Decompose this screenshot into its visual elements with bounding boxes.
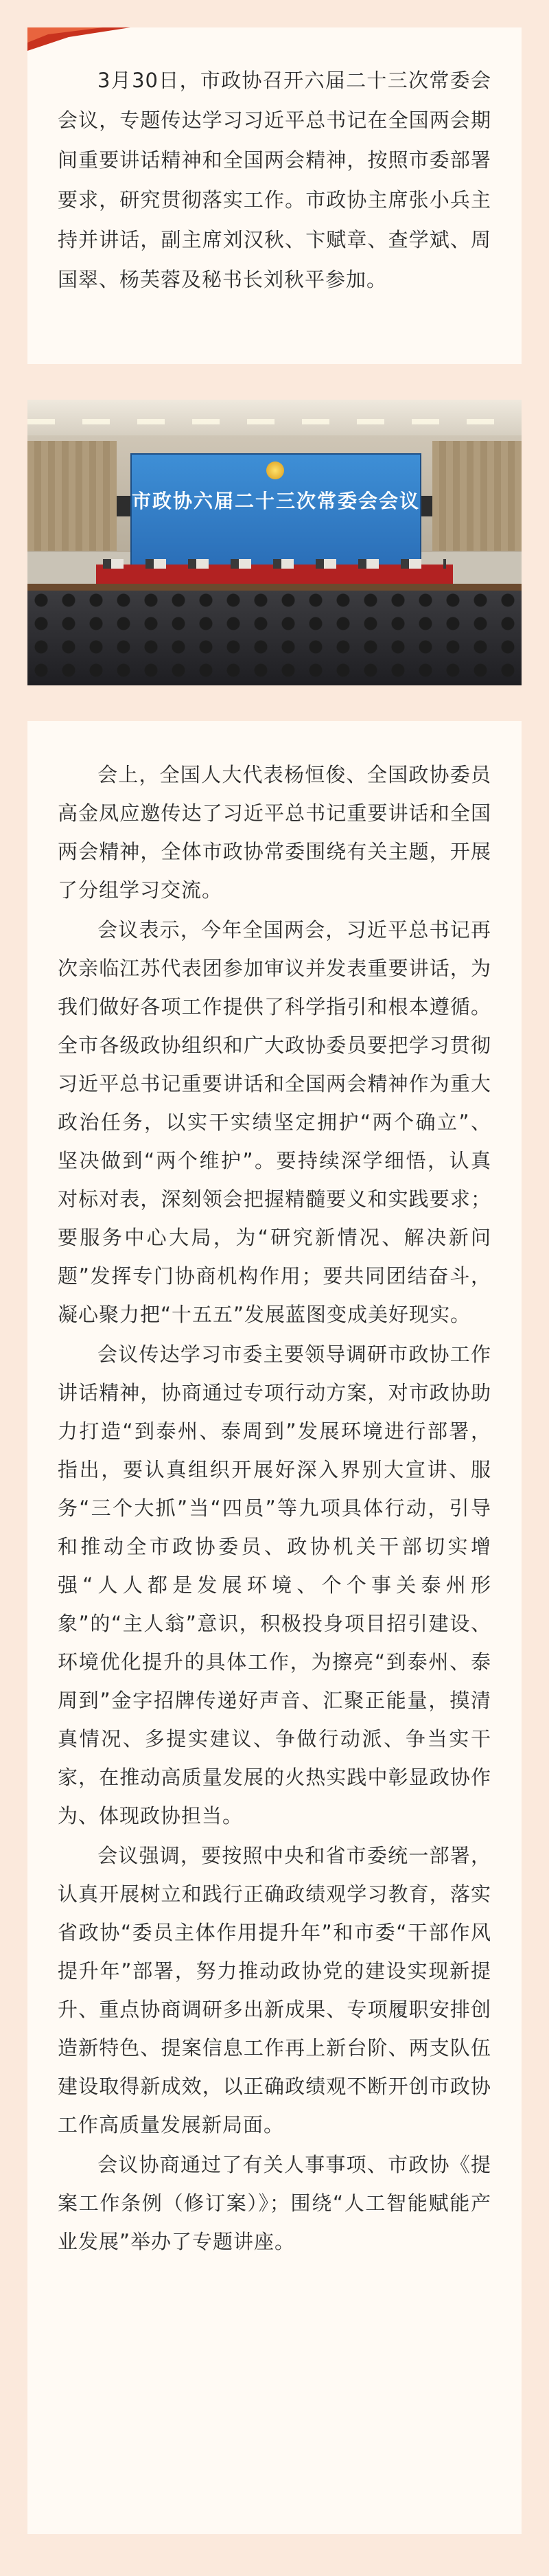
photo-audience [27, 591, 522, 685]
intro-paragraph: 3月30日，市政协召开六届二十三次常委会会议，专题传达学习习近平总书记在全国两会期间重要讲话精神和全国两会精神，按照市委部署要求，研究贯彻落实工作。市政协主席张小兵主持并讲话，副主席刘汉秋、卞赋章、查学斌、周国翠、杨芙蓉及秘书长刘秋平参加。 [58, 69, 491, 291]
corner-accent-mark [27, 27, 130, 51]
intro-card [27, 27, 522, 364]
photo-ceiling-lights [27, 419, 522, 424]
photo-wood-panel-right [432, 441, 522, 551]
photo-wood-panel-left [27, 441, 117, 551]
photo-speaker-left [117, 496, 132, 516]
body-paragraph: 会议表示，今年全国两会，习近平总书记再次亲临江苏代表团参加审议并发表重要讲话，为我们做好各项工作提供了科学指引和根本遵循。全市各级政协组织和广大政协委员要把学习贯彻习近平总书记重要讲话和全国两会精神作为重大政治任务，以实干实绩坚定拥护“两个确立”、坚决做到“两个维护”。要持续深学细悟，认真对标对表，深刻领会把握精髓要义和实践要求；要服务中心大局，为“研究新情况、解决新问题”发挥专门协商机构作用；要共同团结奋斗，凝心聚力把“十五五”发展蓝图变成美好现实。 [58, 918, 491, 1326]
photo-ceiling [27, 400, 522, 435]
photo-projection-screen [130, 453, 421, 566]
cppcc-emblem-icon [266, 461, 284, 479]
photo-rostrum-seated-row [103, 559, 446, 569]
body-paragraph: 会议强调，要按照中央和省市委统一部署，认真开展树立和践行正确政绩观学习教育，落实省政协“委员主体作用提升年”和市委“干部作风提升年”部署，努力推动政协党的建设实现新提升、重点协商调研多出新成果、专项履职安排创造新特色、提案信息工作再上新台阶、两支队伍建设取得新成效，以正确政绩观不断开创市政协工作高质量发展新局面。 [58, 1844, 491, 2136]
body-paragraph: 会议协商通过了有关人事事项、市政协《提案工作条例（修订案）》；围绕“人工智能赋能产业发展”举办了专题讲座。 [58, 2153, 491, 2253]
photo-screen-title: 市政协六届二十三次常委会会议 [132, 490, 421, 512]
body-paragraph: 会议传达学习市委主要领导调研市政协工作讲话精神，协商通过专项行动方案，对市政协助力打造“到泰州、泰周到”发展环境进行部署，指出，要认真组织开展好深入界别大宣讲、服务“三个大抓”当“四员”等九项具体行动，引导和推动全市政协委员、政协机关干部切实增强“人人都是发展环境、个个事关泰州形象”的“主人翁”意识，积极投身项目招引建设、环境优化提升的具体工作，为擦亮“到泰州、泰周到”金字招牌传递好声音、汇聚正能量，摸清真情况、多提实建议、争做行动派、争当实干家，在推动高质量发展的火热实践中彰显政协作为、体现政协担当。 [58, 1343, 491, 1827]
body-paragraph: 会上，全国人大代表杨恒俊、全国政协委员高金凤应邀传达了习近平总书记重要讲话和全国两会精神，全体市政协常委围绕有关主题，开展了分组学习交流。 [58, 763, 491, 902]
meeting-photo [27, 400, 522, 685]
body-card [27, 721, 522, 2534]
